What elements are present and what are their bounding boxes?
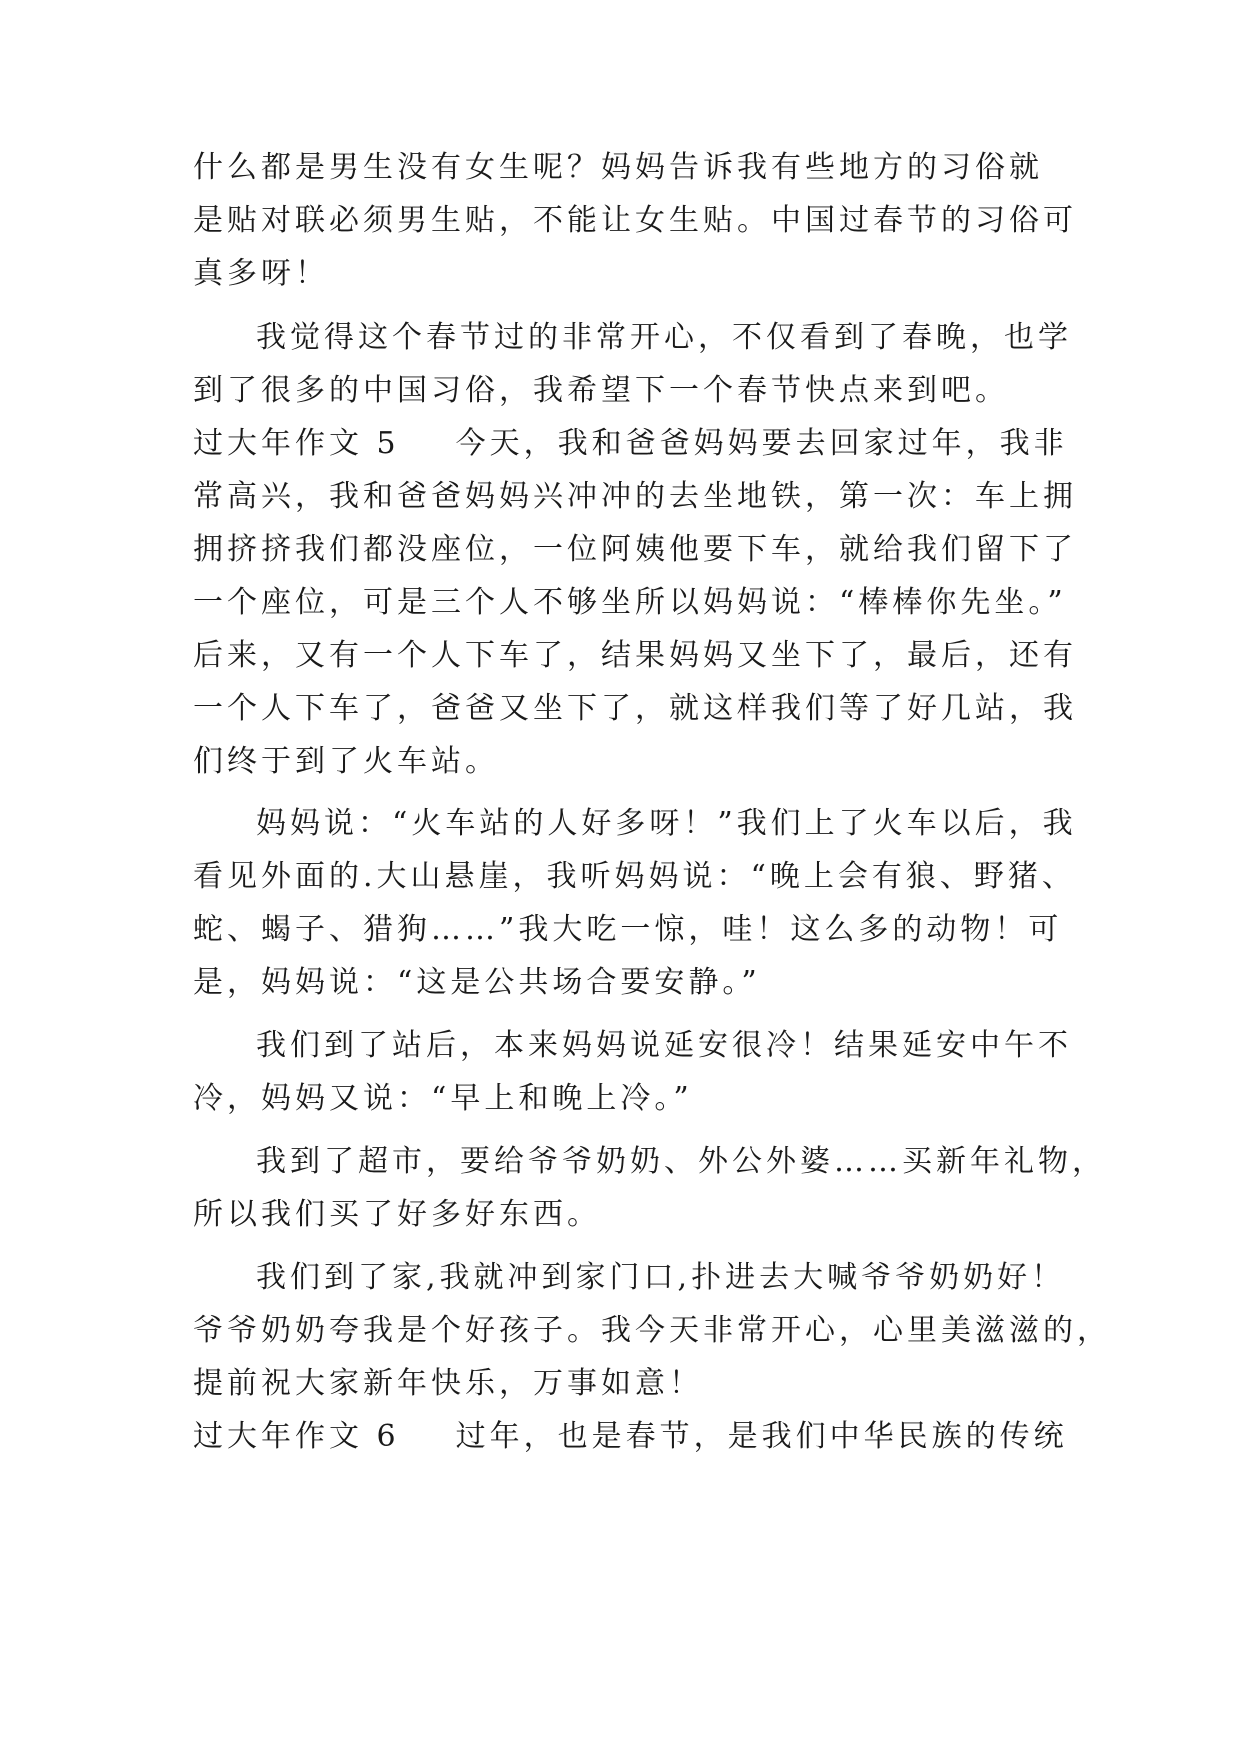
text-line: 爷爷奶奶夸我是个好孩子。我今天非常开心，心里美滋滋的， [193,1313,1111,1348]
text-line: 我到了超市，要给爷爷奶奶、外公外婆……买新年礼物， [256,1144,1106,1179]
text-line: 是贴对联必须男生贴，不能让女生贴。中国过春节的习俗可 [193,203,1077,238]
text-line: 蛇、蝎子、猎狗……”我大吃一惊，哇！这么多的动物！可 [193,912,1063,947]
text-line: 妈妈说：“火车站的人好多呀！”我们上了火车以后，我 [256,806,1077,841]
text-line: 们终于到了火车站。 [193,744,499,779]
text-line: 看见外面的.大山悬崖，我听妈妈说：“晚上会有狼、野猪、 [193,859,1076,894]
essay-heading: 过大年作文 6 [193,1419,400,1454]
text-line: 我们到了家,我就冲到家门口,扑进去大喊爷爷奶奶好！ [256,1260,1066,1295]
essay-heading-line [193,1417,1073,1457]
text-line: 常高兴，我和爸爸妈妈兴冲冲的去坐地铁，第一次：车上拥 [193,479,1077,514]
text-line: 一个人下车了，爸爸又坐下了，就这样我们等了好几站，我 [193,691,1077,726]
text-line: 我觉得这个春节过的非常开心，不仅看到了春晚，也学 [256,320,1072,355]
text-line: 后来，又有一个人下车了，结果妈妈又坐下了，最后，还有 [193,638,1077,673]
text-line: 一个座位，可是三个人不够坐所以妈妈说：“棒棒你先坐。” [193,585,1067,620]
text-line: 所以我们买了好多好东西。 [193,1197,601,1232]
text-line: 什么都是男生没有女生呢？妈妈告诉我有些地方的习俗就 [193,150,1043,185]
text-line: 提前祝大家新年快乐，万事如意！ [193,1366,703,1401]
essay-heading-line [193,424,1073,464]
essay-heading: 过大年作文 5 [193,426,400,461]
text-line: 是，妈妈说：“这是公共场合要安静。” [193,965,761,1000]
text-line: 我们到了站后，本来妈妈说延安很冷！结果延安中午不 [256,1028,1072,1063]
essay-opening: 过年，也是春节，是我们中华民族的传统 [455,1419,1068,1454]
text-line: 到了很多的中国习俗，我希望下一个春节快点来到吧。 [193,373,1009,408]
text-line: 拥挤挤我们都没座位，一位阿姨他要下车，就给我们留下了 [193,532,1077,567]
essay-opening: 今天，我和爸爸妈妈要去回家过年，我非 [455,426,1068,461]
text-line: 冷，妈妈又说：“早上和晚上冷。” [193,1081,693,1116]
text-line: 真多呀！ [193,256,329,291]
